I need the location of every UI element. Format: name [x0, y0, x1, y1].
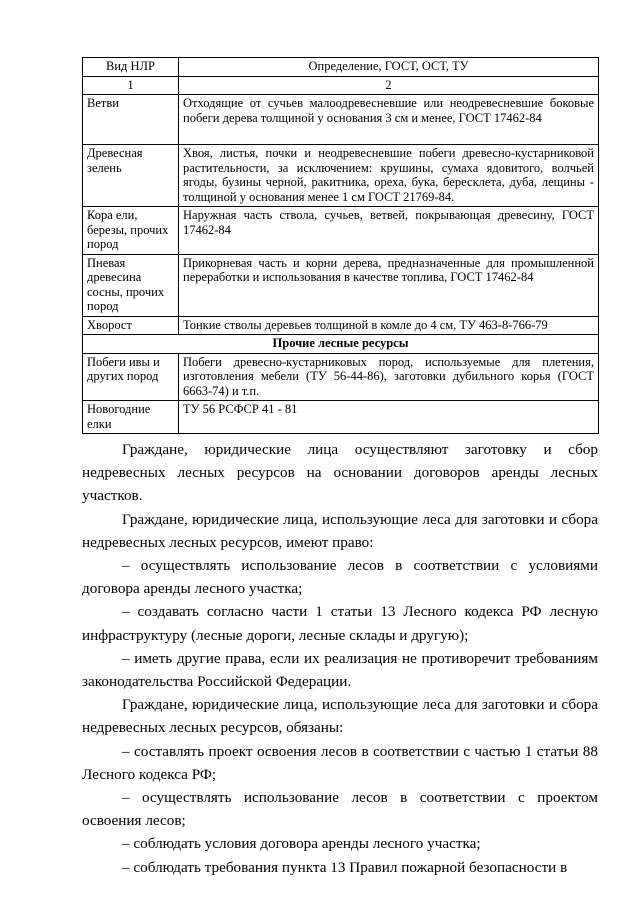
row-definition: Хвоя, листья, почки и неодревесневшие побеги древесно-кустарниковой растительности, за исключением: крушины, сумаха ядовитого, волчьей ягоды, бузины черной, ракитника, ореха, бука, бересклета, дуба, лещины - толщиной у основания менее 1 см ГОСТ 21769-84.: [179, 145, 599, 207]
table-row: [83, 95, 599, 145]
column-number-1: 1: [83, 76, 179, 95]
table-row: [83, 316, 599, 335]
nlr-table-container: [82, 57, 598, 434]
list-item: – составлять проект освоения лесов в соответствии с частью 1 статьи 88 Лесного кодекса РФ;: [82, 742, 598, 783]
table-header-row: [83, 58, 599, 77]
list-item: – соблюдать условия договора аренды лесного участка;: [122, 835, 481, 853]
row-definition: Побеги древесно-кустарниковых пород, используемые для плетения, изготовления мебели (ТУ 56-44-86), заготовки дубильного корья (ГОСТ 6663-74) и т.п.: [179, 353, 599, 401]
table-section-row: [83, 335, 599, 354]
list-item: – осуществлять использование лесов в соответствии с условиями договора аренды лесного участка;: [82, 557, 598, 598]
paragraph: Граждане, юридические лица, использующие леса для заготовки и сбора недревесных лесных ресурсов, имеют право:: [82, 510, 598, 551]
list-item: – соблюдать требования пункта 13 Правил пожарной безопасности в: [122, 858, 568, 876]
table-row: [83, 207, 599, 255]
table-row: [83, 254, 599, 316]
table-row: [83, 353, 599, 401]
row-name: Кора ели, березы, прочих пород: [83, 207, 179, 255]
section-title: Прочие лесные ресурсы: [83, 335, 599, 354]
row-name: Новогодние елки: [83, 401, 179, 434]
row-name: Древесная зелень: [83, 145, 179, 207]
row-name: Пневая древесина сосны, прочих пород: [83, 254, 179, 316]
row-definition: Отходящие от сучьев малоодревесневшие или неодревесневшие боковые побеги дерева толщиной у основания 3 см и менее, ГОСТ 17462-84: [179, 95, 599, 145]
header-definition: Определение, ГОСТ, ОСТ, ТУ: [179, 58, 599, 77]
paragraph: Граждане, юридические лица, использующие леса для заготовки и сбора недревесных лесных ресурсов, обязаны:: [82, 696, 598, 737]
table-row: [83, 145, 599, 207]
header-type: Вид НЛР: [83, 58, 179, 77]
table-row: [83, 401, 599, 434]
row-name: Ветви: [83, 95, 179, 145]
row-definition: ТУ 56 РСФСР 41 - 81: [179, 401, 599, 434]
list-item: – осуществлять использование лесов в соответствии с проектом освоения лесов;: [82, 789, 598, 830]
list-item: – создавать согласно части 1 статьи 13 Лесного кодекса РФ лесную инфраструктуру (лесные дороги, лесные склады и другую);: [82, 603, 598, 644]
table-number-row: [83, 76, 599, 95]
row-definition: Прикорневая часть и корни дерева, предназначенные для промышленной переработки и использования в качестве топлива, ГОСТ 17462-84: [179, 254, 599, 316]
row-definition: Наружная часть ствола, сучьев, ветвей, покрывающая древесину, ГОСТ 17462-84: [179, 207, 599, 255]
row-definition: Тонкие стволы деревьев толщиной в комле до 4 см, ТУ 463-8-766-79: [179, 316, 599, 335]
paragraph: Граждане, юридические лица осуществляют заготовку и сбор недревесных лесных ресурсов на основании договоров аренды лесных участков.: [82, 441, 598, 505]
body-text: [82, 438, 598, 879]
row-name: Хворост: [83, 316, 179, 335]
column-number-2: 2: [179, 76, 599, 95]
list-item: – иметь другие права, если их реализация не противоречит требованиям законодательства Российской Федерации.: [82, 649, 598, 691]
row-name: Побеги ивы и других пород: [83, 353, 179, 401]
nlr-table: [82, 57, 599, 434]
